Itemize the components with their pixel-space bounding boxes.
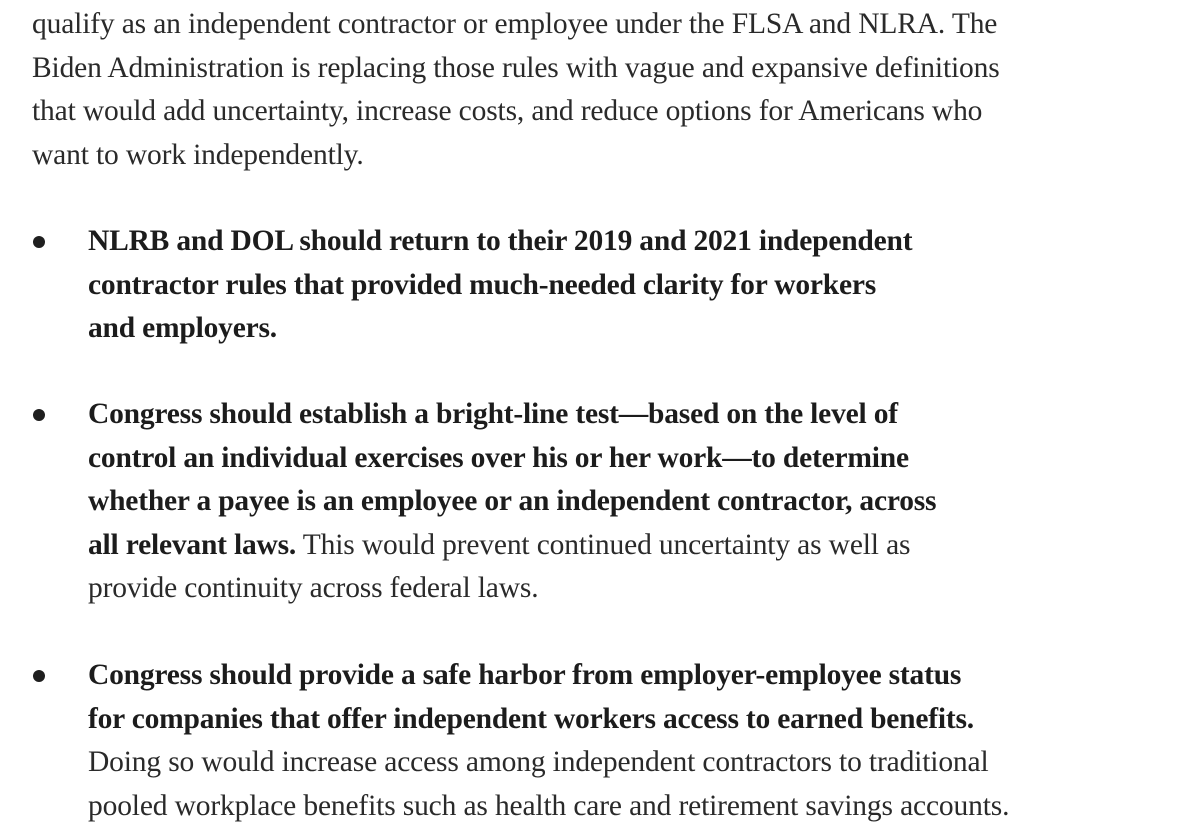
list-item-text: [88, 393, 1168, 611]
bold-line: contractor rules that provided much-needed clarity for workers: [88, 268, 877, 301]
bold-line: Congress should establish a bright-line test—based on the level of: [88, 398, 898, 430]
normal-line: provide continuity across federal laws.: [88, 572, 539, 604]
list-item-text: [88, 220, 1168, 351]
intro-line: qualify as an independent contractor or employee under the FLSA and NLRA. The: [32, 8, 998, 40]
bold-line: all relevant laws.: [88, 528, 297, 561]
intro-line: want to work independently.: [32, 138, 364, 171]
list-item-text: [88, 654, 1168, 828]
normal-line: This would prevent continued uncertainty as well as: [296, 528, 911, 561]
bold-line: Congress should provide a safe harbor from employer-employee status: [88, 659, 962, 691]
bullet-point-icon: [33, 409, 45, 421]
intro-line: that would add uncertainty, increase costs, and reduce options for Americans who: [32, 95, 983, 127]
intro-line: Biden Administration is replacing those rules with vague and expansive definitions: [32, 51, 1000, 84]
normal-line: Doing so would increase access among independent contractors to traditional: [88, 746, 989, 778]
normal-line: pooled workplace benefits such as health care and retirement savings accounts.: [88, 789, 1010, 822]
bullet-point-icon: [33, 236, 45, 248]
bold-line: control an individual exercises over his or her work—to determine: [88, 441, 909, 474]
bold-line: for companies that offer independent workers access to earned benefits.: [88, 702, 974, 735]
intro-paragraph: [32, 3, 1162, 177]
bold-line: NLRB and DOL should return to their 2019 and 2021 independent: [88, 225, 913, 257]
bullet-point-icon: [33, 670, 45, 682]
bold-line: whether a payee is an employee or an independent contractor, across: [88, 485, 937, 517]
bold-line: and employers.: [88, 312, 277, 344]
